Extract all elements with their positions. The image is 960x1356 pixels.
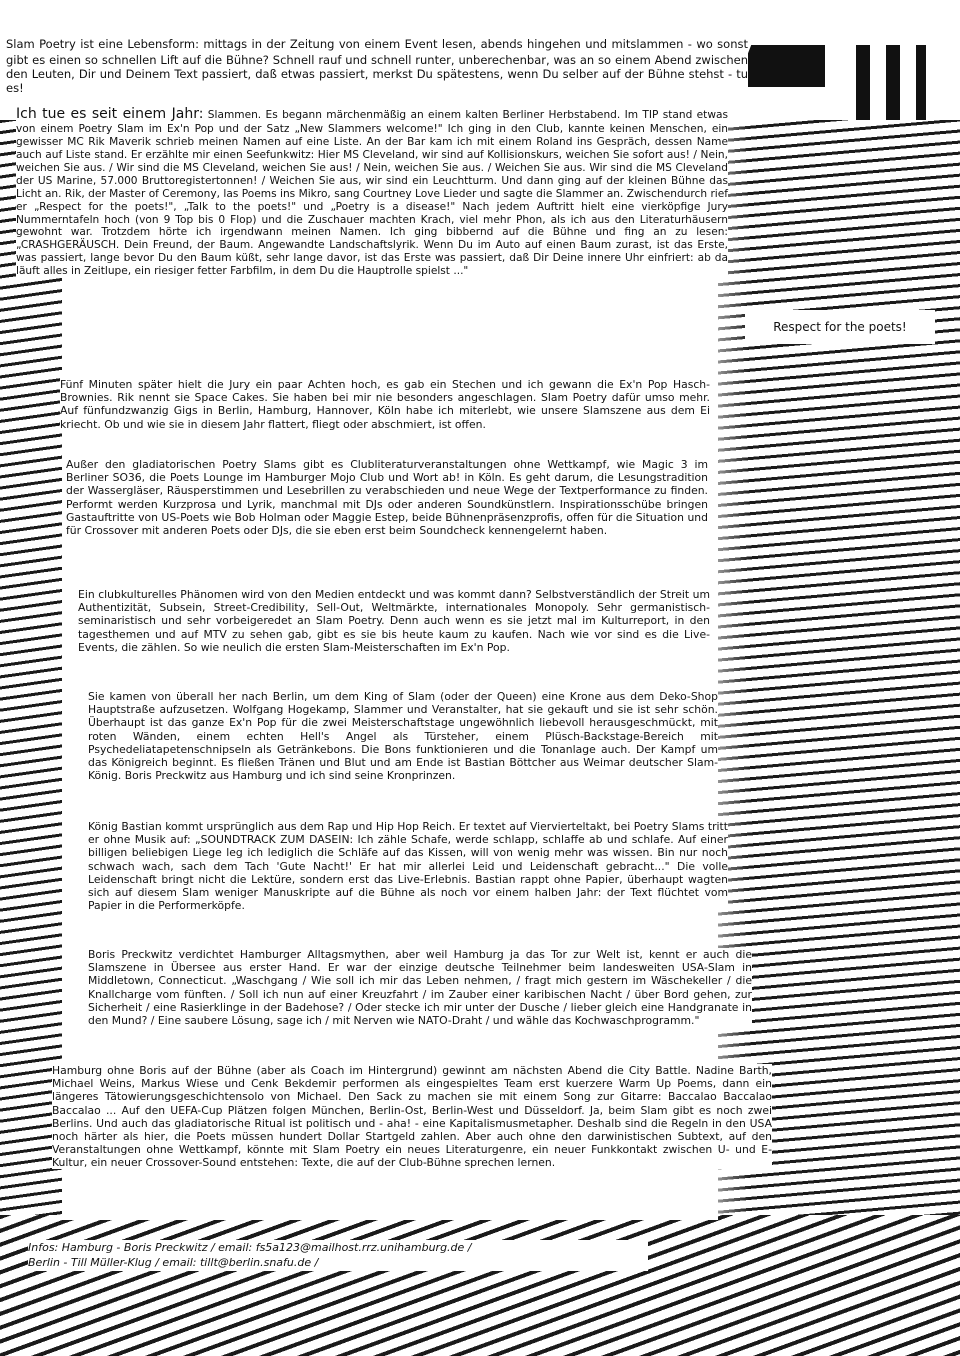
side-quote-label: Respect for the poets!: [745, 310, 935, 344]
paragraph-text: Slammen. Es begann märchenmäßig an einem kalten Berliner Herbstabend. Im TIP stand etwas von einem Poetry Slam im Ex'n Pop und der Satz „New Slammers welcome!" Ich ging in den Club, kannte keinen Menschen, ein gewisser MC Rik Maverik schrieb meinen Namen auf eine Liste. An der Bar kam ich mit einem Roland ins Gespräch, dessen Name auch auf Liste stand. Er erzählte mir einen Seefunkwitz: Hier MS Cleveland, wir sind auf Kollisionskurs, weichen Sie sofort aus! / Nein, weichen Sie aus. / Wir sind die MS Cleveland, weichen Sie aus! / Nein, weichen Sie aus. / Weichen Sie aus. Wir sind die MS Cleveland der US Marine, 57.000 Bruttoregistertonnen! / Weichen Sie aus, wir sind ein Leuchtturm. Und dann ging auf der kleinen Bühne das Licht an. Rik, der Master of Ceremony, las Poems ins Mikro, sang Courtney Love Lieder und sagte die Slammer an. Zwischendurch rief er „Respect for the poets!", „Talk to the poets!" und „Poetry is a disease!" Nach jedem Auftritt hielt eine vierköpfige Jury Nummerntafeln hoch (von 9 Top bis 0 Flop) und die Zuschauer machten Krach, viel mehr Phon, als ich aus den Literaturhäusern gewohnt war. Trotzdem hörte ich irgendwann meinen Namen. Ich ging bibbernd auf die Bühne und fing an zu lesen: „CRASHGERÄUSCH. Dein Freund, der Baum. Angewandte Landschaftslyrik. Wenn Du im Auto auf einen Baum zurast, ist das Erste, was passiert, lange bevor Du den Baum küßt, sehr lange davor, ist das Erste was passiert, daß Dir Deine innere Uhr einfriert: ab da läuft alles in Zeitlupe, ein riesiger fetter Farbfilm, in dem Du die Hauptrolle spielst ...": [16, 109, 728, 278]
bar: [916, 45, 926, 120]
paragraph-text: Hamburg ohne Boris auf der Bühne (aber als Coach im Hintergrund) gewinnt am nächsten Abend die City Battle. Nadine Barth, Michael Weins, Markus Wiese und Cenk Bekdemir performen als eingespieltes Team erst kuerzere Warm Up Poems, dann ein längeres Tätowierungsgeschichtensolo von Michael. Den Sack zu machen sie mit einem Song zur Gitarre: Baccalao Baccalao Baccalao ... Auf den UEFA-Cup Plätzen folgen München, Berlin-Ost, Berlin-West und Düsseldorf. Ja, beim Slam gibt es noch zwei Berlins. Und auch das gladiatorische Ritual ist politisch und - aha! - eine Kapitalismusmetapher. Deshalb sind die Regeln in den USA noch härter als hier, die Poets müssen hundert Dollar Startgeld zahlen. Aber auch ohne den darwinistischen Subtext, auf den Veranstaltungen ohne Wettkampf, könnte mit Slam Poetry ein neues Literaturgenre, ein neuer Funkkontakt zwischen U- und E- Kultur, ein neuer Crossover-Sound entstehen: Texte, die auf der Club-Bühne sprechen lernen.: [52, 1064, 772, 1170]
paragraph-text: König Bastian kommt ursprünglich aus dem Rap und Hip Hop Reich. Er textet auf Viervierteltakt, bei Poetry Slams tritt er ohne Musik auf: „SOUNDTRACK ZUM DASEIN: Ich zähle Schafe, werde schlapp, schlaffe ab und schlafe. Auf einer billigen beliebigen Liege leg ich lediglich die Schläfe auf das Kissen, will von wenig mehr was wissen. Bin nur noch schwach wach, sach dem Tach 'Gute Nacht!' Er hat mir allerlei Leid und Leidenschaft gebracht..." Die volle Leidenschaft bringt nicht die Lektüre, sondern erst das Live-Erlebnis. Bastian rappt ohne Papier, überhaupt wagten sich auf diesem Slam weniger Manuskripte auf die Bühne als noch vor einem halben Jahr: der Text flüchtet vom Papier in die Performerköpfe.: [88, 820, 728, 913]
paragraph-clubliteratur: [66, 458, 708, 537]
contact-infos: [28, 1240, 648, 1271]
bar: [886, 45, 900, 120]
paragraph-jury: [60, 378, 710, 431]
paragraph-text: Fünf Minuten später hielt die Jury ein paar Achten hoch, es gab ein Stechen und ich gewann die Ex'n Pop Hasch-Brownies. Rik nennt sie Space Cakes. Sie haben bei mir nie besonders angeschlagen. Slam Poetry dafür umso mehr. Auf fünfundzwanzig Gigs in Berlin, Hamburg, Hannover, Köln habe ich miterlebt, wie unsere Slamszene aus dem Ei kriecht. Ob und wie sie in diesem Jahr flattert, fliegt oder abschmiert, ist offen.: [60, 378, 710, 431]
article-body: [6, 30, 772, 1230]
paragraph-text: Sie kamen von überall her nach Berlin, um dem King of Slam (oder der Queen) eine Krone aus dem Deko-Shop Hauptstraße aufzusetzen. Wolfgang Hogekamp, Slammer und Veranstalter, hat sie gekauft und sie ist sehr schön. Überhaupt ist das ganze Ex'n Pop für die zwei Meisterschaftstage ungewöhnlich liebevoll herausgeschmückt, mit roten Wänden, einem echten Hell's Angel als Türsteher, einem Plüsch-Backstage-Bereich mit Psychedeliatapetenschnipseln als Getränkebons. Die Bons funktionieren und die Tonanlage auch. Der Kampf um das Königreich beginnt. Es fließen Tränen und Blut und am Ende ist Bastian Böttcher aus Weimar deutscher Slam-König. Boris Preckwitz aus Hamburg und ich sind seine Kronprinzen.: [88, 690, 718, 783]
paragraph-boris: [88, 948, 752, 1027]
paragraph-first-slam: Ich tue es seit einem Jahr: Slammen. Es begann märchenmäßig an einem kalten Berliner Herbstabend. Im TIP stand etwas von einem Poetry Slam im Ex'n Pop und der Satz „New Slammers welcome!" Ich ging in den Club, kannte keinen Menschen, ein gewisser MC Rik Maverik schrieb meinen Namen auf eine Liste. An der Bar kam ich mit einem Roland ins Gespräch, dessen Name auch auf Liste stand. Er erzählte mir einen Seefunkwitz: Hier MS Cleveland, wir sind auf Kollisionskurs, weichen Sie sofort aus! / Nein, weichen Sie aus. / Wir sind die MS Cleveland, weichen Sie aus! / Nein, weichen Sie aus. / Weichen Sie aus. Wir sind die MS Cleveland der US Marine, 57.000 Bruttoregistertonnen! / Weichen Sie aus, wir sind ein Leuchtturm. Und dann ging auf der kleinen Bühne das Licht an. Rik, der Master of Ceremony, las Poems ins Mikro, sang Courtney Love Lieder und sagte die Slammer an. Zwischendurch rief er „Respect for the poets!", „Talk to the poets!" und „Poetry is a disease!" Nach jedem Auftritt hielt eine vierköpfige Jury Nummerntafeln hoch (von 9 Top bis 0 Flop) und die Zuschauer machten Krach, viel mehr Phon, als ich aus den Literaturhäusern gewohnt war. Trotzdem hörte ich irgendwann meinen Namen. Ich ging bibbernd auf die Bühne und fing an zu lesen: „CRASHGERÄUSCH. Dein Freund, der Baum. Angewandte Landschaftslyrik. Wenn Du im Auto auf einen Baum zurast, ist das Erste, was passiert, lange bevor Du den Baum küßt, sehr lange davor, ist das Erste was passiert, daß Dir Deine innere Uhr einfriert: ab da läuft alles in Zeitlupe, ein riesiger fetter Farbfilm, in dem Du die Hauptrolle spielst ...": [16, 106, 728, 278]
paragraph-meisterschaft: [88, 690, 718, 782]
paragraph-text: Boris Preckwitz verdichtet Hamburger Alltagsmythen, aber weil Hamburg ja das Tor zur Welt ist, kennt er auch die Slamszene in Übersee aus erster Hand. Er war der einzige deutsche Teilnehmer beim landesweiten USA-Slam in Middletown, Connecticut. „Waschgang / Wie soll ich mir das Leben nehmen, / fragt mich gestern im Wäschekeller / die Knallcharge vom fünften. / Soll ich nun auf einer Kreuzfahrt / im Zauber einer karibischen Nacht / über Bord gehen, zur Sicherheit / eine Rasierklinge in der Badehose? / Oder stecke ich mir unter der Dusche / lieber gleich eine Handgranate in den Mund? / Eine saubere Lösung, sage ich / mit Nerven wie NATO-Draht / und wähle das Kochwaschprogramm.": [88, 948, 752, 1027]
decorative-vertical-bars: [850, 45, 960, 120]
contact-berlin: Berlin - Till Müller-Klug / email: tillt@berlin.snafu.de /: [28, 1256, 319, 1270]
bottom-stripe-pattern: [0, 1215, 960, 1356]
paragraph-medien: [78, 588, 710, 654]
bar: [856, 45, 870, 120]
paragraph-text: Ein clubkulturelles Phänomen wird von den Medien entdeckt und was kommt dann? Selbstverständlich der Streit um Authentizität, Subsein, Street-Credibility, Sell-Out, Weltmärkte, internationales Monopoly. Sehr germanistisch-seminaristisch und sehr vorbeigeredet an Slam Poetry. Denn auch wenn es sie jetzt mal im Kulturreport, in den tagesthemen und auf MTV zu sehen gab, gibt es sie bis heute kaum zu kaufen. Nach wie vor sind es die Live-Events, die zählen. So wie neulich die ersten Slam-Meisterschaften im Ex'n Pop.: [78, 588, 710, 654]
contact-hamburg: Infos: Hamburg - Boris Preckwitz / email: fs5a123@mailhost.rrz.unihamburg.de /: [28, 1241, 472, 1254]
paragraph-text: Slam Poetry ist eine Lebensform: mittags in der Zeitung von einem Event lesen, abends hingehen und mitslammen - wo sonst gibt es einen so schnellen Lift auf die Bühne? Schnell rauf und schnell runter, unberechenbar, was an so einem Abend zwischen den Leuten, Dir und Deinem Text passiert, daß etwas passiert, merkst Du spätestens, wenn Du selber auf der Bühne stehst - tu es!: [6, 37, 748, 96]
paragraph-city-battle: [52, 1064, 772, 1169]
paragraph-koenig-bastian: [88, 820, 728, 912]
paragraph-text: Außer den gladiatorischen Poetry Slams gibt es Clubliteraturveranstaltungen ohne Wettkampf, wie Magic 3 im Berliner SO36, die Poets Lounge im Hamburger Mojo Club und Wort ab! in Köln. Es geht darum, die Lesungstradition der Wassergläser, Räusperstimmen und Lesebrillen zu verabschieden und neue Wege der Textperformance zu finden. Performt werden Kurzprosa und Lyrik, manchmal mit DJs oder anderen Soundkünstlern. Inspirationsschübe bringen Gastauftritte von US-Poets wie Bob Holman oder Maggie Estep, beide Bühnenpräsenzprofis, offen für die Situation und für Crossover mit anderen Poets oder DJs, die sie eben erst beim Soundcheck kennengelernt haben.: [66, 458, 708, 537]
intro-paragraph: [6, 36, 748, 95]
